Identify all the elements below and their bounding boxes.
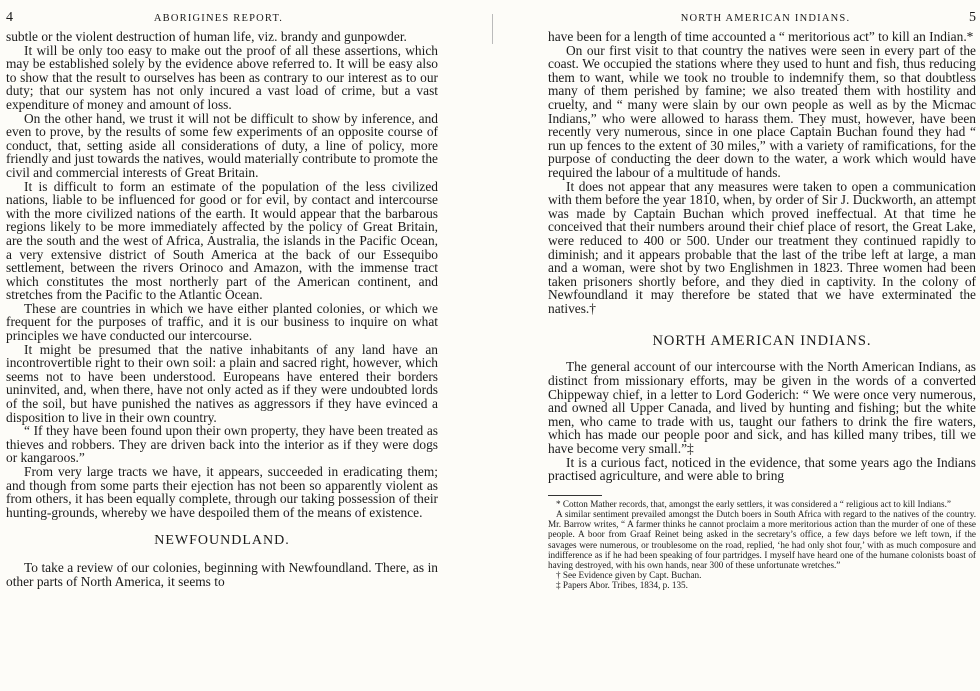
- paragraph: On our first visit to that country the natives were seen in every part of the coast. We occupied the stations where they used to hunt and fish, thus reducing them to want, while we took no trouble to indemnify them, so that doubtless many of them perished by famine; we also treated them with hostility and cruelty, and “ many were slain by our own people as well as by the Micmac Indians,” who were allowed to harass them. They must, however, have been recently very numerous, since in one place Captain Buchan found they had “ run up fences to the extent of 30 miles,” with a variety of ramifications, for the purpose of conducting the deer down to the water, a work which would have required the labour of a multitude of hands.: [548, 42, 976, 180]
- paragraph: The general account of our intercourse with the North American Indians, as distinct from missionary efforts, may be given in the words of a converted Chippeway chief, in a letter to Lord Goderich: “ We were once very numerous, and owned all Upper Canada, and lived by hunting and fishing; but the white men, who came to trade with us, taught our fathers to drink the fire waters, which has made our people poor and sick, and has killed many tribes, till we have become very small.”‡: [548, 359, 976, 457]
- paragraph: On the other hand, we trust it will not be difficult to show by inference, and even to prove, by the results of some few experiments of an opposite course of conduct, that, setting aside all considerations of duty, a line of policy, more friendly and just towards the natives, would materially contribute to promote the civil and commercial interests of Great Britain.: [6, 110, 438, 180]
- right-running-head: [548, 10, 976, 26]
- left-running-head: [6, 10, 438, 26]
- gutter-mark: [492, 14, 493, 44]
- left-page-number: 4: [6, 10, 13, 25]
- paragraph: It is difficult to form an estimate of the population of the less civilized nations, liable to be influenced for good or for evil, by contact and intercourse with the more civilized nations of the earth. It would appear that the barbarous regions likely to be more immediately affected by the policy of Great Britain, are the south and the west of Africa, Australia, the islands in the Pacific Ocean, a very extensive district of South America at the back of our Essequibo settlement, between the rivers Orinoco and Amazon, with the immense tract which constitutes the most northerly part of the American continent, and stretches from the Pacific to the Atlantic Ocean.: [6, 178, 438, 303]
- paragraph: To take a review of our colonies, beginning with Newfoundland. There, as in other parts of North America, it seems to: [6, 560, 438, 589]
- footnote: † See Evidence given by Capt. Buchan.: [556, 570, 702, 581]
- paragraph: From very large tracts we have, it appears, succeeded in eradicating them; and though from some parts their ejection has not been so apparently violent as from others, it has been equally complete, through our taking possession of their hunting-grounds, whereby we have despoiled them of the means of existence.: [6, 464, 438, 520]
- paragraph: These are countries in which we have either planted colonies, or which we frequent for the purposes of traffic, and it is our business to inquire on what principles we have conducted our intercourse.: [6, 300, 438, 344]
- footnote-rule: [548, 495, 602, 496]
- paragraph: It will be only too easy to make out the proof of all these assertions, which may be established solely by the evidence above referred to. It will be easy also to show that the result to ourselves has been as contrary to our interest as to our duty; that our system has not only incured a vast load of crime, but a vast expenditure of money and amount of loss.: [6, 42, 438, 112]
- footnote: * Cotton Mather records, that, amongst the early settlers, it was considered a “ religious act to kill Indians.”: [556, 498, 951, 509]
- paragraph: have been for a length of time accounted a “ meritorious act” to kill an Indian.*: [548, 29, 974, 44]
- footnote: ‡ Papers Abor. Tribes, 1834, p. 135.: [556, 580, 688, 591]
- right-page-number: 5: [968, 10, 976, 25]
- paragraph: subtle or the violent destruction of human life, viz. brandy and gunpowder.: [6, 29, 407, 44]
- right-page: [510, 0, 980, 691]
- paragraph: “ If they have been found upon their own property, they have been treated as thieves and robbers. They are driven back into the interior as if they were dogs or kangaroos.”: [6, 423, 438, 466]
- paragraph: It is a curious fact, noticed in the evidence, that some years ago the Indians practised agriculture, and were able to bring: [548, 454, 976, 484]
- footnote: A similar sentiment prevailed amongst the Dutch boers in South Africa with regard to the natives of the country. Mr. Barrow writes, “ A farmer thinks he cannot proclaim a more meritorious action than the murder of one of these people. A boor from Graaf Reinet being asked in the secretary’s office, a few days before we left town, if the savages were numerous, or troublesome on the road, replied, ‘he had only shot four,’ with as much composure and indifference as if he had been speaking of four partridges. I myself have heard one of the humane colonists boast of having destroyed, with his own hands, near 300 of these unfortunate wretches.”: [548, 509, 976, 571]
- section-title-north-american-indians: NORTH AMERICAN INDIANS.: [652, 333, 872, 350]
- paragraph: It might be presumed that the native inhabitants of any land have an incontrovertible right to their own soil: a plain and sacred right, however, which seems not to have been understood. Europeans have entered their borders uninvited, and, when there, have not only acted as if they were undoubted lords of the soil, but have punished the natives as aggressors if they have evinced a disposition to live in their own country.: [6, 341, 438, 425]
- section-title-newfoundland: NEWFOUNDLAND.: [154, 533, 290, 549]
- left-running-title: ABORIGINES REPORT.: [153, 13, 284, 24]
- paragraph: It does not appear that any measures were taken to open a communication with them before the year 1810, when, by order of Sir J. Duckworth, an attempt was made by Captain Buchan which proved ineffectual. At that time he conceived that their numbers around their chief place of resort, the Great Lake, were reduced to 400 or 500. Under our treatment they continued rapidly to diminish; and it appears probable that the last of the tribe left at large, a man and a woman, were shot by two Englishmen in 1823. Three women had been taken prisoners shortly before, and they died in captivity. In the colony of Newfoundland it may therefore be stated that we have exterminated the natives.†: [548, 178, 976, 316]
- right-running-title: NORTH AMERICAN INDIANS.: [680, 13, 851, 24]
